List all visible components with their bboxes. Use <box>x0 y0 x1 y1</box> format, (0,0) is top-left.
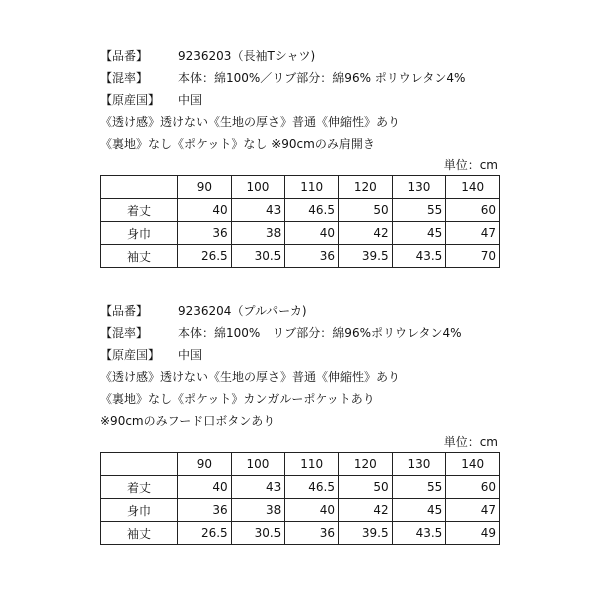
table-cell: 36 <box>285 522 339 545</box>
product-number-label: 【品番】 <box>100 304 149 318</box>
fabric-note: 《透け感》透けない《生地の厚さ》普通《伸縮性》あり <box>100 115 401 129</box>
row-label: 着丈 <box>101 476 178 499</box>
table-cell: 50 <box>338 199 392 222</box>
table-cell: 55 <box>392 476 446 499</box>
table-cell: 39.5 <box>338 522 392 545</box>
table-cell: 30.5 <box>231 522 285 545</box>
product-spec-1 <box>100 45 500 268</box>
table-cell: 43.5 <box>392 522 446 545</box>
table-cell: 40 <box>285 222 339 245</box>
table-cell: 43 <box>231 199 285 222</box>
origin-value: 中国 <box>178 348 203 362</box>
row-label: 袖丈 <box>101 522 178 545</box>
table-cell: 38 <box>231 499 285 522</box>
header-corner-cell <box>101 176 178 199</box>
unit-label: 単位：cm <box>443 435 498 449</box>
table-cell: 36 <box>285 245 339 268</box>
product-number-line <box>100 45 500 67</box>
material-label: 【混率】 <box>100 71 149 85</box>
table-cell: 43 <box>231 476 285 499</box>
table-cell: 43.5 <box>392 245 446 268</box>
size-header-cell: 140 <box>446 453 500 476</box>
table-cell: 38 <box>231 222 285 245</box>
origin-value: 中国 <box>178 93 203 107</box>
fabric-note: 《透け感》透けない《生地の厚さ》普通《伸縮性》あり <box>100 370 401 384</box>
table-cell: 46.5 <box>285 199 339 222</box>
table-cell: 40 <box>178 476 232 499</box>
size-header-cell: 130 <box>392 453 446 476</box>
material-line <box>100 322 500 344</box>
size-header-row <box>101 453 500 476</box>
material-value: 本体：綿100%／リブ部分：綿96% ポリウレタン4% <box>178 71 466 85</box>
table-cell: 42 <box>338 222 392 245</box>
table-cell: 30.5 <box>231 245 285 268</box>
material-line <box>100 67 500 89</box>
size-header-cell: 100 <box>231 176 285 199</box>
table-cell: 26.5 <box>178 245 232 268</box>
size-header-cell: 90 <box>178 176 232 199</box>
header-corner-cell <box>101 453 178 476</box>
table-cell: 42 <box>338 499 392 522</box>
product-number-value: 9236203（長袖Tシャツ) <box>178 49 316 63</box>
table-cell: 55 <box>392 199 446 222</box>
size-header-cell: 110 <box>285 453 339 476</box>
table-cell: 26.5 <box>178 522 232 545</box>
table-cell: 45 <box>392 222 446 245</box>
size-table <box>100 175 500 268</box>
product-number-line <box>100 300 500 322</box>
size-header-cell: 140 <box>446 176 500 199</box>
table-row <box>101 245 500 268</box>
table-cell: 36 <box>178 499 232 522</box>
table-cell: 46.5 <box>285 476 339 499</box>
table-cell: 49 <box>446 522 500 545</box>
table-cell: 50 <box>338 476 392 499</box>
row-label: 袖丈 <box>101 245 178 268</box>
table-cell: 47 <box>446 222 500 245</box>
size-header-cell: 90 <box>178 453 232 476</box>
table-row <box>101 199 500 222</box>
origin-line <box>100 89 500 111</box>
lining-note: 《裏地》なし《ポケット》なし ※90cmのみ肩開き <box>100 137 375 151</box>
lining-note: 《裏地》なし《ポケット》カンガルーポケットあり <box>100 392 375 406</box>
product-spec-2 <box>100 300 500 545</box>
size-header-cell: 100 <box>231 453 285 476</box>
size-header-cell: 110 <box>285 176 339 199</box>
table-cell: 47 <box>446 499 500 522</box>
table-cell: 60 <box>446 476 500 499</box>
table-row <box>101 522 500 545</box>
table-cell: 40 <box>178 199 232 222</box>
material-value: 本体：綿100% リブ部分：綿96%ポリウレタン4% <box>178 326 462 340</box>
unit-label: 単位：cm <box>443 158 498 172</box>
origin-label: 【原産国】 <box>100 93 161 107</box>
size-header-row <box>101 176 500 199</box>
product-number-value: 9236204（プルパーカ) <box>178 304 307 318</box>
origin-label: 【原産国】 <box>100 348 161 362</box>
table-row <box>101 222 500 245</box>
size-header-cell: 120 <box>338 176 392 199</box>
row-label: 身巾 <box>101 499 178 522</box>
table-row <box>101 476 500 499</box>
row-label: 身巾 <box>101 222 178 245</box>
size-table <box>100 452 500 545</box>
table-row <box>101 499 500 522</box>
table-cell: 45 <box>392 499 446 522</box>
table-cell: 36 <box>178 222 232 245</box>
size-header-cell: 130 <box>392 176 446 199</box>
row-label: 着丈 <box>101 199 178 222</box>
table-cell: 39.5 <box>338 245 392 268</box>
table-cell: 40 <box>285 499 339 522</box>
size-header-cell: 120 <box>338 453 392 476</box>
origin-line <box>100 344 500 366</box>
product-number-label: 【品番】 <box>100 49 149 63</box>
hood-note: ※90cmのみフード口ボタンあり <box>100 414 276 428</box>
table-cell: 60 <box>446 199 500 222</box>
material-label: 【混率】 <box>100 326 149 340</box>
table-cell: 70 <box>446 245 500 268</box>
